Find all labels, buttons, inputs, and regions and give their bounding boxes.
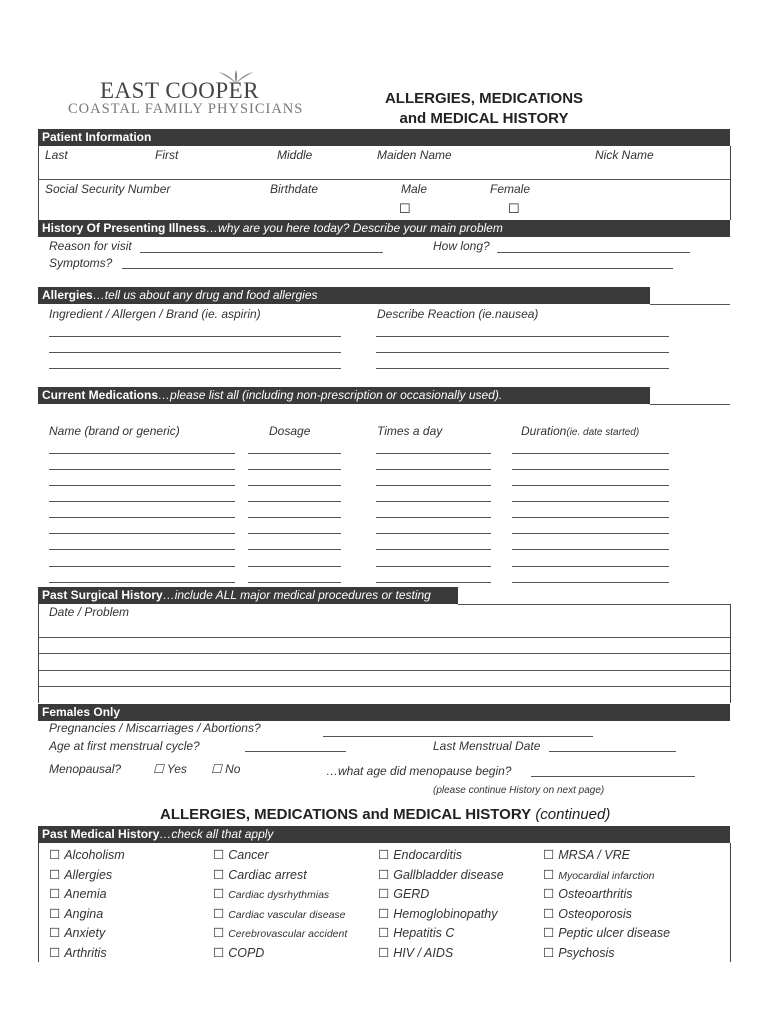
medication-write-line[interactable] — [376, 501, 491, 502]
condition-checkbox-item[interactable] — [543, 906, 632, 921]
checkbox-icon[interactable]: ☐ — [543, 946, 555, 960]
condition-label: Hemoglobinopathy — [393, 907, 498, 921]
checkbox-icon[interactable]: ☐ — [378, 848, 390, 862]
male-label: Male — [401, 182, 428, 196]
condition-label: Psychosis — [558, 946, 615, 960]
checkbox-icon[interactable]: ☐ — [49, 946, 61, 960]
symptoms-line[interactable] — [122, 268, 673, 269]
first-name-label: First — [155, 148, 179, 162]
condition-label: HIV / AIDS — [393, 946, 454, 960]
medication-write-line[interactable] — [49, 517, 235, 518]
medication-write-line[interactable] — [376, 453, 491, 454]
symptoms-label: Symptoms? — [49, 256, 113, 270]
ssn-label: Social Security Number — [45, 182, 171, 196]
condition-checkbox-item[interactable] — [378, 847, 462, 862]
menopause-age-line[interactable] — [531, 776, 695, 777]
condition-label: Cardiac vascular disease — [228, 909, 346, 921]
dosage-column-label: Dosage — [269, 424, 311, 438]
medication-write-line[interactable] — [49, 501, 235, 502]
checkbox-icon[interactable]: ☐ — [49, 868, 61, 882]
condition-label: Peptic ulcer disease — [558, 926, 671, 940]
checkbox-icon[interactable]: ☐ — [49, 887, 61, 901]
medication-write-line[interactable] — [512, 533, 669, 534]
condition-label: Cardiac arrest — [228, 868, 307, 882]
medication-write-line[interactable] — [49, 566, 235, 567]
condition-label: Endocarditis — [393, 848, 463, 862]
condition-label: GERD — [393, 887, 430, 901]
condition-label: Osteoporosis — [558, 907, 632, 921]
medication-write-line[interactable] — [512, 582, 669, 583]
condition-checkbox-item[interactable] — [49, 867, 112, 882]
last-menstrual-line[interactable] — [549, 751, 676, 752]
condition-label: Hepatitis C — [393, 926, 455, 940]
condition-label: Myocardial infarction — [558, 870, 655, 882]
condition-checkbox-item[interactable] — [213, 867, 307, 882]
condition-checkbox-item[interactable] — [543, 886, 633, 901]
duration-column-label: Duration(ie. date started) — [521, 424, 640, 438]
medication-write-line[interactable] — [376, 517, 491, 518]
allergen-column-label: Ingredient / Allergen / Brand (ie. aspirin) — [49, 307, 261, 321]
condition-label: Anxiety — [64, 926, 106, 940]
pregnancies-line[interactable] — [323, 736, 593, 737]
condition-checkbox-item[interactable] — [49, 925, 105, 940]
condition-label: COPD — [228, 946, 265, 960]
medication-write-line[interactable] — [248, 517, 341, 518]
menopausal-label: Menopausal? — [49, 762, 122, 776]
condition-checkbox-item[interactable] — [49, 906, 103, 921]
condition-label: Gallbladder disease — [393, 868, 504, 882]
medication-write-line[interactable] — [49, 453, 235, 454]
pregnancies-label: Pregnancies / Miscarriages / Abortions? — [49, 721, 261, 735]
condition-checkbox-item[interactable] — [213, 886, 329, 901]
condition-label: Osteoarthritis — [558, 887, 633, 901]
checkbox-icon[interactable]: ☐ — [213, 907, 225, 921]
condition-label: Arthritis — [64, 946, 107, 960]
age-first-cycle-label: Age at first menstrual cycle? — [49, 739, 200, 753]
checkbox-icon[interactable]: ☐ — [49, 848, 61, 862]
reaction-column-label: Describe Reaction (ie.nausea) — [377, 307, 539, 321]
condition-checkbox-item[interactable] — [49, 847, 125, 862]
menopausal-no-checkbox[interactable]: ☐ No — [211, 762, 241, 776]
med-name-column-label: Name (brand or generic) — [49, 424, 180, 438]
checkbox-icon[interactable]: ☐ — [213, 926, 225, 940]
medication-write-line[interactable] — [512, 501, 669, 502]
checkbox-icon[interactable]: ☐ — [543, 926, 555, 940]
menopause-age-label: …what age did menopause begin? — [326, 764, 512, 778]
surgical-column-label: Date / Problem — [49, 605, 130, 619]
logo-line1: EAST COOPER — [100, 78, 260, 103]
allergies-header: Allergies…tell us about any drug and food allergies — [38, 287, 650, 304]
medication-write-line[interactable] — [49, 485, 235, 486]
condition-label: Alcoholism — [64, 848, 125, 862]
logo-line2: COASTAL FAMILY PHYSICIANS — [68, 101, 304, 117]
times-column-label: Times a day — [377, 424, 443, 438]
page-title-line2: and MEDICAL HISTORY — [399, 110, 569, 127]
condition-checkbox-item[interactable] — [378, 886, 429, 901]
checkbox-icon[interactable]: ☐ — [213, 868, 225, 882]
patient-info-header: Patient Information — [38, 129, 730, 146]
how-long-label: How long? — [433, 239, 490, 253]
checkbox-icon[interactable]: ☐ — [378, 946, 390, 960]
checkbox-icon[interactable]: ☐ — [378, 926, 390, 940]
condition-label: Anemia — [64, 887, 107, 901]
checkbox-icon[interactable]: ☐ — [543, 887, 555, 901]
medication-write-line[interactable] — [49, 549, 235, 550]
condition-label: Cardiac dysrhythmias — [228, 889, 330, 901]
female-checkbox[interactable]: ☐ — [508, 201, 520, 216]
age-first-cycle-line[interactable] — [245, 751, 346, 752]
medication-write-line[interactable] — [376, 549, 491, 550]
checkbox-icon[interactable]: ☐ — [378, 868, 390, 882]
medication-write-line[interactable] — [512, 549, 669, 550]
continue-note: (please continue History on next page) — [433, 785, 605, 796]
last-menstrual-label: Last Menstrual Date — [433, 739, 541, 753]
page-title-line1: ALLERGIES, MEDICATIONS — [384, 90, 584, 107]
maiden-name-label: Maiden Name — [377, 148, 452, 162]
past-medical-header: Past Medical History…check all that apply — [38, 826, 730, 843]
condition-checkbox-item[interactable] — [543, 945, 615, 960]
middle-name-label: Middle — [277, 148, 313, 162]
medication-write-line[interactable] — [512, 469, 669, 470]
condition-checkbox-item[interactable] — [543, 867, 655, 882]
medication-write-line[interactable] — [376, 469, 491, 470]
condition-checkbox-item[interactable] — [213, 906, 346, 921]
condition-checkbox-item[interactable] — [213, 847, 269, 862]
male-checkbox[interactable]: ☐ — [399, 201, 411, 216]
nick-name-label: Nick Name — [595, 148, 654, 162]
condition-checkbox-item[interactable] — [378, 867, 504, 882]
medication-write-line[interactable] — [248, 582, 341, 583]
page-title — [362, 89, 606, 129]
menopausal-yes-checkbox[interactable]: ☐ Yes — [153, 762, 187, 776]
medication-write-line[interactable] — [512, 485, 669, 486]
surgical-header: Past Surgical History…include ALL major medical procedures or testing — [38, 587, 458, 604]
medication-write-line[interactable] — [248, 533, 341, 534]
condition-checkbox-item[interactable] — [213, 945, 264, 960]
reason-for-visit-label: Reason for visit — [49, 239, 132, 253]
female-label: Female — [490, 182, 531, 196]
checkbox-icon[interactable]: ☐ — [213, 946, 225, 960]
condition-label: Cancer — [228, 848, 269, 862]
condition-checkbox-item[interactable] — [213, 925, 347, 940]
last-name-label: Last — [45, 148, 68, 162]
medication-write-line[interactable] — [49, 582, 235, 583]
medication-write-line[interactable] — [248, 566, 341, 567]
condition-checkbox-item[interactable] — [543, 925, 670, 940]
medication-write-line[interactable] — [49, 469, 235, 470]
continued-title: ALLERGIES, MEDICATIONS and MEDICAL HISTORY (continued) — [160, 806, 611, 823]
checkbox-icon[interactable]: ☐ — [49, 907, 61, 921]
checkbox-icon[interactable]: ☐ — [543, 907, 555, 921]
medication-write-line[interactable] — [376, 533, 491, 534]
logo — [66, 70, 338, 118]
females-header: Females Only — [38, 704, 730, 721]
checkbox-icon[interactable]: ☐ — [378, 887, 390, 901]
condition-checkbox-item[interactable] — [543, 847, 630, 862]
reason-for-visit-line[interactable] — [140, 252, 383, 253]
medication-write-line[interactable] — [376, 485, 491, 486]
checkbox-icon[interactable]: ☐ — [378, 907, 390, 921]
medication-write-line[interactable] — [248, 485, 341, 486]
hpi-header: History Of Presenting Illness…why are you here today? Describe your main problem — [38, 220, 730, 237]
medication-write-line[interactable] — [248, 549, 341, 550]
medication-write-line[interactable] — [512, 517, 669, 518]
medication-write-line[interactable] — [248, 469, 341, 470]
checkbox-icon[interactable]: ☐ — [543, 868, 555, 882]
birthdate-label: Birthdate — [270, 182, 319, 196]
medication-write-line[interactable] — [512, 566, 669, 567]
condition-label: Angina — [64, 907, 104, 921]
medication-write-line[interactable] — [248, 501, 341, 502]
medication-write-line[interactable] — [376, 582, 491, 583]
condition-label: Allergies — [64, 868, 113, 882]
condition-checkbox-item[interactable] — [378, 925, 454, 940]
condition-checkbox-item[interactable] — [49, 886, 107, 901]
medications-header: Current Medications…please list all (including non-prescription or occasionally used). — [38, 387, 650, 404]
condition-label: MRSA / VRE — [558, 848, 630, 862]
condition-label: Cerebrovascular accident — [228, 928, 348, 940]
condition-checkbox-item[interactable] — [378, 906, 497, 921]
checkbox-icon[interactable]: ☐ — [213, 887, 225, 901]
medication-write-line[interactable] — [376, 566, 491, 567]
medication-write-line[interactable] — [49, 533, 235, 534]
medication-write-line[interactable] — [248, 453, 341, 454]
condition-checkbox-item[interactable] — [49, 945, 107, 960]
checkbox-icon[interactable]: ☐ — [543, 848, 555, 862]
checkbox-icon[interactable]: ☐ — [49, 926, 61, 940]
checkbox-icon[interactable]: ☐ — [213, 848, 225, 862]
condition-checkbox-item[interactable] — [378, 945, 453, 960]
medication-write-line[interactable] — [512, 453, 669, 454]
how-long-line[interactable] — [497, 252, 690, 253]
